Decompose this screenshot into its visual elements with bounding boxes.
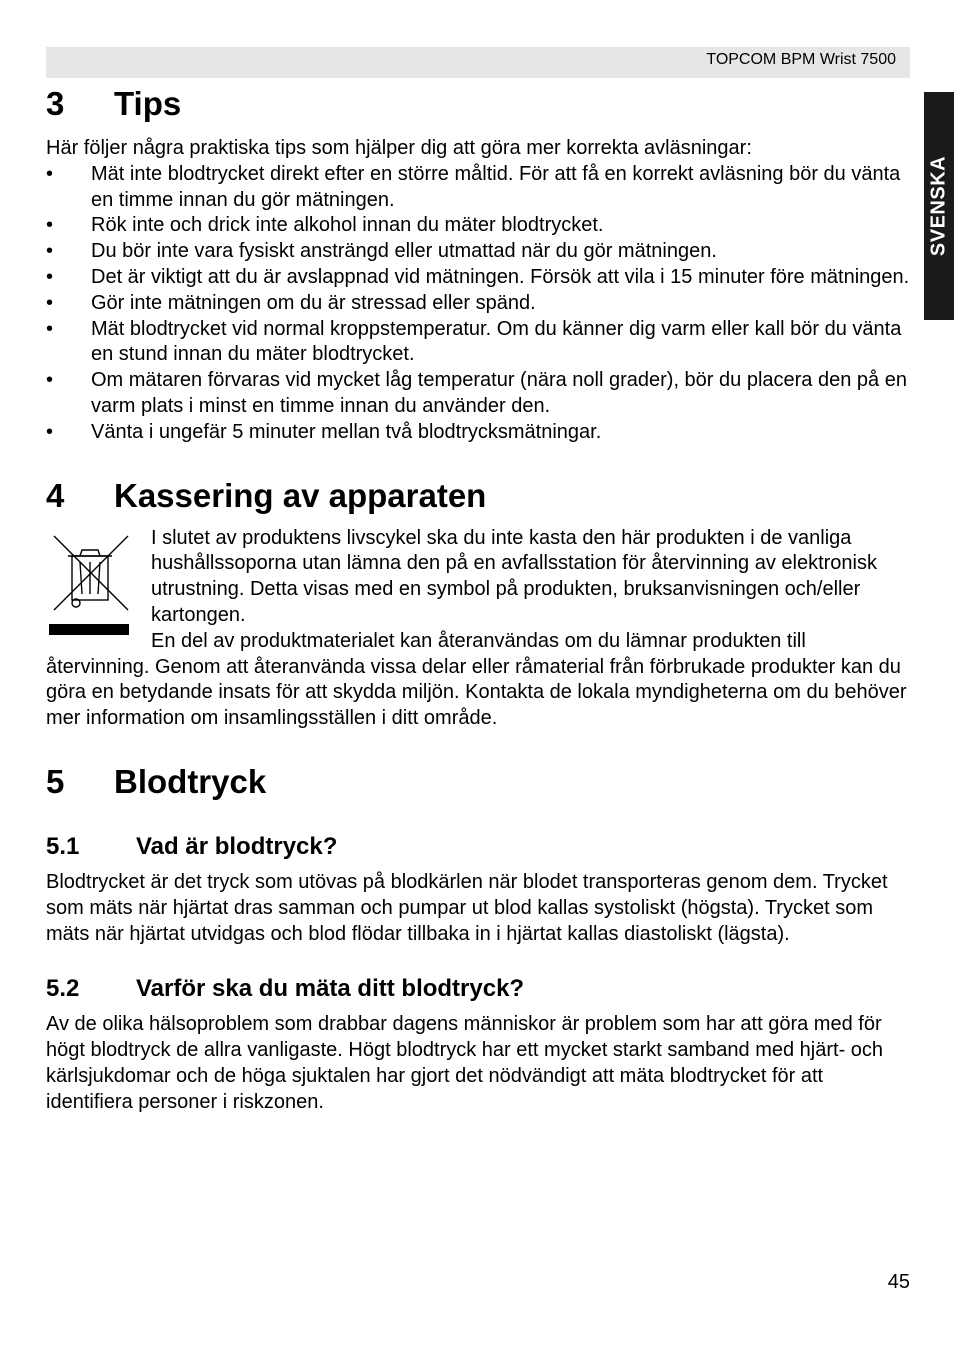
- subsection-number: 5.1: [46, 832, 80, 860]
- page-number: 45: [887, 1271, 910, 1293]
- bullet-symbol: •: [46, 240, 54, 263]
- list-item-text: Gör inte mätningen om du är stressad eller spänd.: [91, 291, 536, 314]
- list-item-text: Mät inte blodtrycket direkt efter en större måltid. För att få en korrekt avläsning bör du vänta en timme innan du gör mätningen.: [91, 162, 901, 211]
- subsection-number: 5.2: [46, 975, 80, 1003]
- disposal-paragraph-1: I slutet av produktens livscykel ska du inte kasta den här produkten i de vanliga hushållssoporna utan lämna den på en avfallsstation för återvinning av elektronisk utrustning. Detta visas med en symbol på produkten, bruksanvisningen och/eller kartongen.: [151, 526, 877, 626]
- section-number: 4: [46, 476, 65, 514]
- language-tab-label: SVENSKA: [927, 155, 950, 257]
- list-item-text: Det är viktigt att du är avslappnad vid mätningen. Försök att vila i 15 minuter före mätningen.: [91, 265, 910, 288]
- list-item-text: Om mätaren förvaras vid mycket låg temperatur (nära noll grader), bör du placera den på en varm plats i minst en timme innan du använder den.: [91, 369, 907, 417]
- subsection-heading-5-1: [46, 832, 910, 862]
- list-item: [46, 368, 910, 420]
- crossed-out-wheelie-bin-icon: [46, 526, 136, 636]
- subsection-heading-5-2: [46, 974, 910, 1004]
- section-heading-disposal: [46, 476, 910, 516]
- disposal-block: [46, 526, 910, 732]
- list-item: [46, 291, 910, 317]
- list-item: [46, 162, 910, 214]
- list-item: [46, 420, 910, 446]
- section-title: Kassering av apparaten: [114, 476, 487, 514]
- bullet-symbol: •: [46, 214, 54, 237]
- list-item-text: Rök inte och drick inte alkohol innan du mäter blodtrycket.: [91, 214, 604, 237]
- list-item: [46, 317, 910, 369]
- subsection-text-5-2: Av de olika hälsoproblem som drabbar dagens människor är problem som har att göra med för högt blodtryck de allra vanligaste. Högt blodtryck har ett mycket starkt samband med hjärt- och kärlsjukdomar och de höga sjuktalen har gjort det nödvändigt att mäta blodtrycket för att identifiera personer i riskzonen.: [46, 1013, 884, 1113]
- subsection-title: Vad är blodtryck?: [136, 832, 338, 860]
- section-title: Blodtryck: [114, 762, 267, 800]
- bullet-symbol: •: [46, 317, 54, 340]
- list-item-text: Mät blodtrycket vid normal kroppstemperatur. Om du känner dig varm eller kall bör du vänta en stund innan du mäter blodtrycket.: [91, 317, 902, 366]
- section-number: 5: [46, 762, 65, 800]
- bullet-symbol: •: [46, 265, 54, 288]
- section-title: Tips: [114, 85, 182, 122]
- disposal-paragraph-2: En del av produktmaterialet kan återanvändas om du lämnar produkten till återvinning. Genom att återanvända vissa delar eller råmaterial från förbrukade produkter kan du göra en betydande insats för att skydda miljön. Kontakta de lokala myndigheterna om du behöver mer information om insamlingsställen i ditt område.: [46, 629, 907, 730]
- page-content: [46, 84, 910, 1116]
- subsection-title: Varför ska du mäta ditt blodtryck?: [136, 975, 525, 1003]
- list-item: [46, 265, 910, 291]
- list-item-text: Vänta i ungefär 5 minuter mellan två blodtrycksmätningar.: [91, 420, 602, 443]
- bullet-symbol: •: [46, 369, 54, 392]
- header-bar: [46, 47, 910, 78]
- list-item: [46, 213, 910, 239]
- subsection-text-5-1: Blodtrycket är det tryck som utövas på blodkärlen när blodet transporteras genom dem. Trycket som mäts när hjärtat dras samman och pumpar ut blod kallas systoliskt (högsta). Trycket som mäts när hjärtat utvidgas och blod flödar tillbaka in i hjärtat kallas diastoliskt (lägsta).: [46, 870, 888, 945]
- section-number: 3: [46, 85, 65, 122]
- bullet-symbol: •: [46, 420, 54, 443]
- language-tab: [924, 92, 954, 320]
- bullet-symbol: •: [46, 162, 54, 185]
- list-item: [46, 239, 910, 265]
- header-title: TOPCOM BPM Wrist 7500: [706, 51, 896, 68]
- tips-intro: Här följer några praktiska tips som hjälper dig att göra mer korrekta avläsningar:: [46, 137, 752, 159]
- bullet-symbol: •: [46, 291, 54, 314]
- list-item-text: Du bör inte vara fysiskt ansträngd eller utmattad när du gör mätningen.: [91, 240, 717, 263]
- section-heading-blood-pressure: [46, 762, 910, 802]
- section-heading-tips: [46, 84, 910, 124]
- tips-list: [46, 162, 910, 446]
